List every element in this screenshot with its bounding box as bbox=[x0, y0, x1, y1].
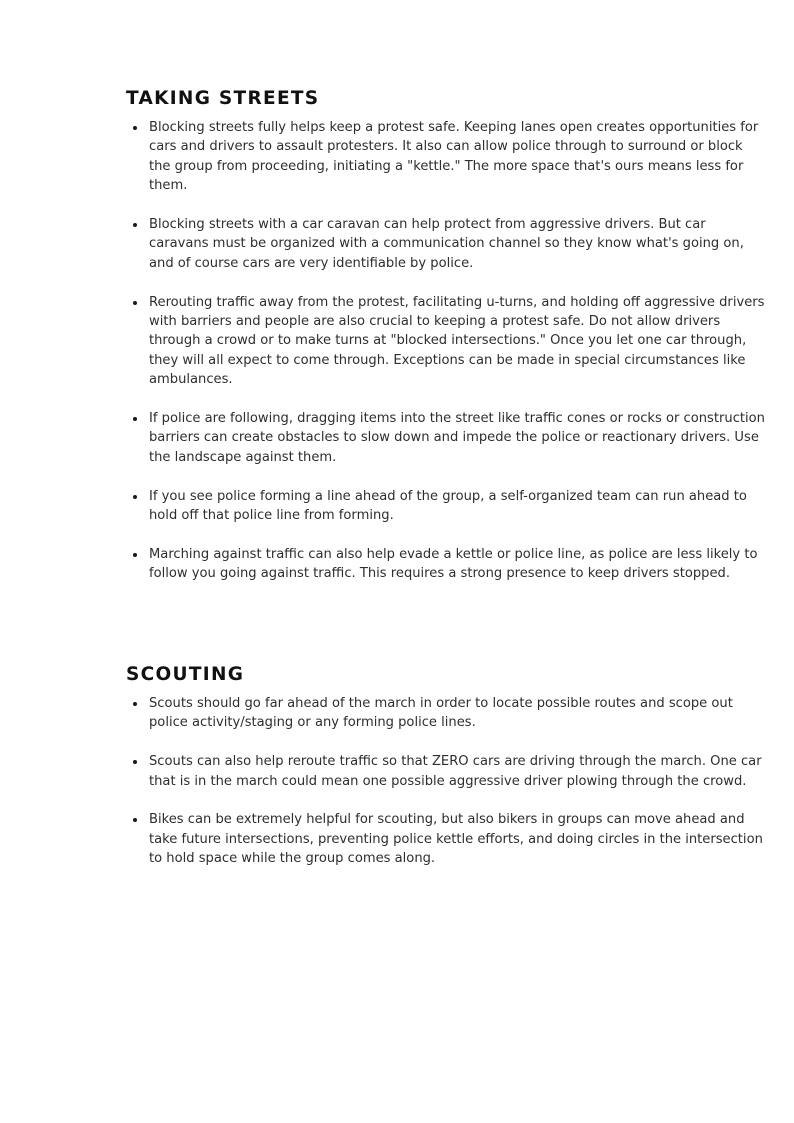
list-item: If you see police forming a line ahead of the group, a self-organized team can run ahead to hold off that police line from forming. bbox=[126, 487, 766, 526]
list-item: If police are following, dragging items into the street like traffic cones or rocks or construction barriers can create obstacles to slow down and impede the police or reactionary drivers. Use the landscape against them. bbox=[126, 409, 766, 467]
list-item: Marching against traffic can also help evade a kettle or police line, as police are less likely to follow you going against traffic. This requires a strong presence to keep drivers stopped. bbox=[126, 545, 766, 584]
bullet-list bbox=[126, 118, 766, 584]
list-item: Rerouting traffic away from the protest, facilitating u-turns, and holding off aggressive drivers with barriers and people are also crucial to keeping a protest safe. Do not allow drivers through a crowd or to make turns at "blocked intersections." Once you let one car through, they will all expect to come through. Exceptions can be made in special circumstances like ambulances. bbox=[126, 293, 766, 390]
section-heading: SCOUTING bbox=[126, 664, 245, 685]
list-item: Blocking streets with a car caravan can help protect from aggressive drivers. But car caravans must be organized with a communication channel so they know what's going on, and of course cars are very identifiable by police. bbox=[126, 215, 766, 273]
section-scouting bbox=[126, 664, 766, 888]
list-item: Blocking streets fully helps keep a protest safe. Keeping lanes open creates opportunities for cars and drivers to assault protesters. It also can allow police through to surround or block the group from proceeding, initiating a "kettle." The more space that's ours means less for them. bbox=[126, 118, 766, 196]
section-heading: TAKING STREETS bbox=[126, 88, 320, 109]
list-item: Bikes can be extremely helpful for scouting, but also bikers in groups can move ahead and take future intersections, preventing police kettle efforts, and doing circles in the intersection to hold space while the group comes along. bbox=[126, 810, 766, 868]
list-item: Scouts should go far ahead of the march in order to locate possible routes and scope out police activity/staging or any forming police lines. bbox=[126, 694, 766, 733]
list-item: Scouts can also help reroute traffic so that ZERO cars are driving through the march. One car that is in the march could mean one possible aggressive driver plowing through the crowd. bbox=[126, 752, 766, 791]
section-taking-streets bbox=[126, 88, 766, 603]
bullet-list bbox=[126, 694, 766, 869]
